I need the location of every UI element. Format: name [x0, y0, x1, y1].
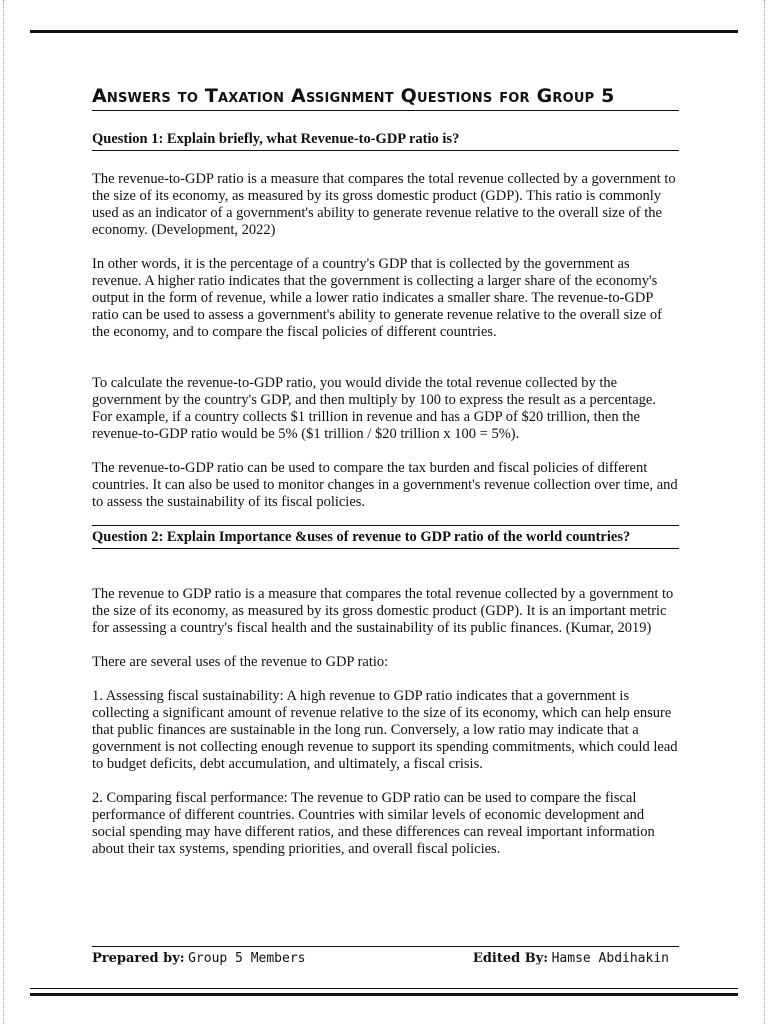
- edited-by: [473, 951, 679, 967]
- question-1-heading: Question 1: Explain briefly, what Revenue-to-GDP ratio is?: [92, 129, 679, 151]
- document-body: [92, 85, 679, 858]
- right-dotted-margin: [760, 0, 765, 1024]
- edited-by-value: Hamse Abdihakin: [551, 951, 669, 966]
- q1-paragraph-1: The revenue-to-GDP ratio is a measure that compares the total revenue collected by a government to the size of its economy, as measured by its gross domestic product (GDP). This ratio is commonly used as an indicator of a government's ability to generate revenue relative to the overall size of the economy. (Development, 2022): [92, 171, 676, 238]
- page-top-rule: [30, 30, 738, 33]
- edited-by-label: Edited By:: [472, 951, 549, 966]
- prepared-by-value: Group 5 Members: [188, 951, 306, 966]
- prepared-by: [92, 951, 306, 967]
- q2-paragraph-2: There are several uses of the revenue to GDP ratio:: [92, 654, 389, 670]
- document-title: Answers to Taxation Assignment Questions for Group 5: [92, 85, 679, 111]
- q1-paragraph-2: In other words, it is the percentage of a country's GDP that is collected by the government as revenue. A higher ratio indicates that the government is collecting a larger share of the economy's output in the form of revenue, while a lower ratio indicates a smaller share. The revenue-to-GDP ratio can be used to assess a government's ability to generate revenue relative to the overall size of the economy, and to compare the fiscal policies of different countries.: [92, 256, 662, 340]
- prepared-by-label: Prepared by:: [92, 951, 185, 966]
- page-footer: [92, 946, 679, 967]
- q2-paragraph-4: 2. Comparing fiscal performance: The revenue to GDP ratio can be used to compare the fiscal performance of different countries. Countries with similar levels of economic development and social spending may have different ratios, and these differences can reveal important information about their tax systems, spending priorities, and overall fiscal policies.: [92, 790, 655, 857]
- q2-paragraph-3: 1. Assessing fiscal sustainability: A high revenue to GDP ratio indicates that a government is collecting a significant amount of revenue relative to the size of its economy, which can help ensure that public finances are sustainable in the long run. Conversely, a low ratio may indicate that a government is not collecting enough revenue to support its spending commitments, which could lead to budget deficits, debt accumulation, and ultimately, a fiscal crisis.: [92, 688, 678, 772]
- page-bottom-rule: [30, 988, 738, 996]
- q2-paragraph-1: The revenue to GDP ratio is a measure that compares the total revenue collected by a government to the size of its economy, as measured by its gross domestic product (GDP). It is an important metric for assessing a country's fiscal health and the sustainability of its public finances. (Kumar, 2019): [92, 586, 674, 636]
- q1-paragraph-3: To calculate the revenue-to-GDP ratio, you would divide the total revenue collected by the government by the country's GDP, and then multiply by 100 to express the result as a percentage. For example, if a country collects $1 trillion in revenue and has a GDP of $20 trillion, then the revenue-to-GDP ratio would be 5% ($1 trillion / $20 trillion x 100 = 5%).: [92, 375, 656, 442]
- question-2-heading: Question 2: Explain Importance &uses of revenue to GDP ratio of the world countries?: [92, 525, 679, 549]
- q1-paragraph-4: The revenue-to-GDP ratio can be used to compare the tax burden and fiscal policies of different countries. It can also be used to monitor changes in a government's revenue collection over time, and to assess the sustainability of its fiscal policies.: [92, 460, 678, 510]
- left-dotted-margin: [3, 0, 8, 1024]
